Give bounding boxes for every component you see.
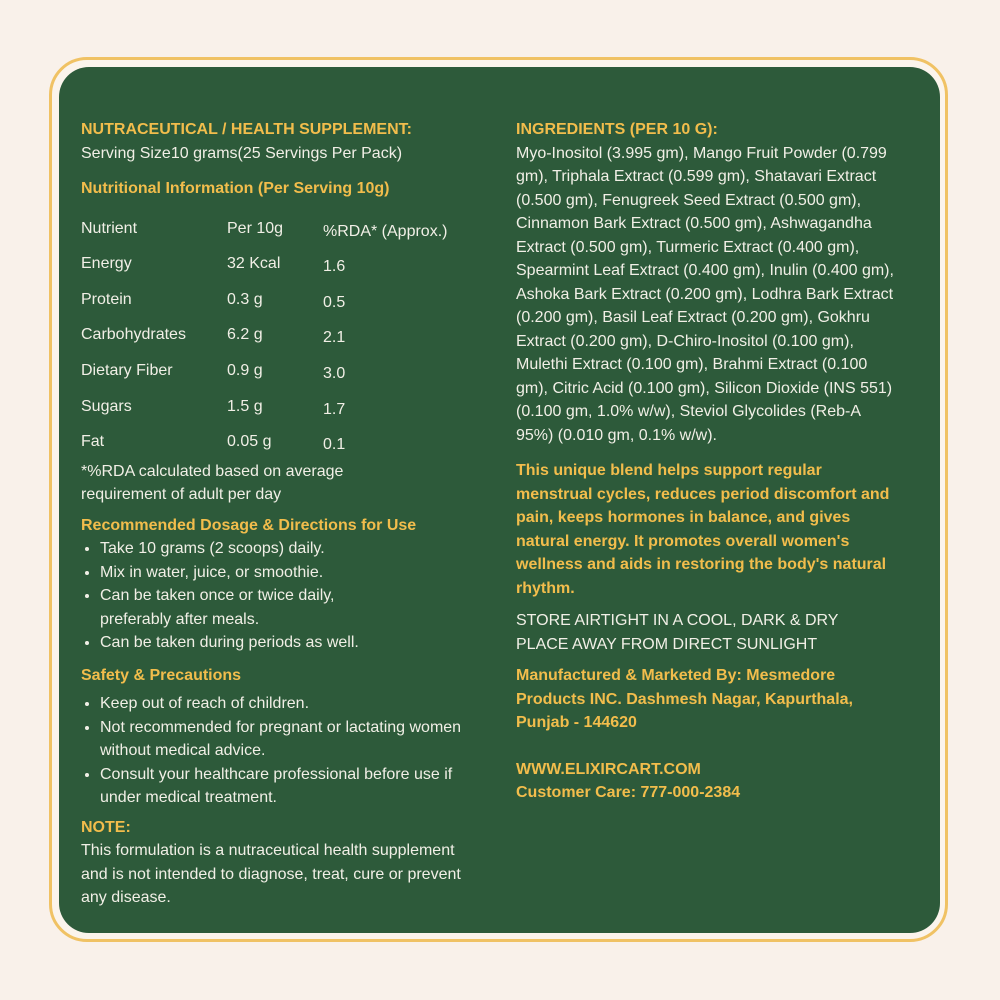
list-item: • Can be taken once or twice daily, preferably after meals. (100, 584, 410, 631)
table-cell: 2.1 (323, 329, 346, 347)
table-row (81, 388, 447, 424)
table-header: Per 10g (227, 219, 284, 237)
table-cell: 0.05 g (227, 433, 272, 451)
table-header-row (81, 211, 447, 247)
table-cell: Protein (81, 290, 132, 308)
table-cell: 3.0 (323, 364, 346, 382)
customer-care: Customer Care: 777-000-2384 (516, 784, 741, 801)
dosage-list (81, 537, 410, 655)
list-item: • Take 10 grams (2 scoops) daily. (100, 537, 410, 561)
table-row (81, 317, 447, 353)
table-cell: 0.3 g (227, 290, 263, 308)
rda-note: *%RDA calculated based on average requirement of adult per day (81, 462, 344, 504)
list-item: • Not recommended for pregnant or lactating women without medical advice. (100, 716, 490, 763)
table-row (81, 353, 447, 389)
blend-description: This unique blend helps support regular menstrual cycles, reduces period discomfort and pain, keeps hormones in balance, and gives natural energy. It promotes overall women's wellness and aids in restoring the body's natural rhythm. (516, 462, 890, 597)
manufacturer-info: Manufactured & Marketed By: Mesmedore Products INC. Dashmesh Nagar, Kapurthala, Punjab - 144620 (516, 667, 853, 731)
right-column (516, 118, 901, 805)
supplement-heading: NUTRACEUTICAL / HEALTH SUPPLEMENT: (81, 121, 412, 138)
table-cell: Dietary Fiber (81, 361, 173, 379)
table-cell: 0.1 (323, 436, 346, 454)
website-link[interactable]: WWW.ELIXIRCART.COM (516, 760, 701, 778)
table-cell: Carbohydrates (81, 326, 186, 344)
table-row (81, 246, 447, 282)
table-cell: Sugars (81, 397, 132, 415)
list-item: • Keep out of reach of children. (100, 692, 490, 716)
ingredients-text: Myo-Inositol (3.995 gm), Mango Fruit Powder (0.799 gm), Triphala Extract (0.599 gm), Shatavari Extract (0.500 gm), Fenugreek Seed Extract (0.500 gm), Cinnamon Bark Extract (0.500 gm), Ashwagandha Extract (0.500 gm), Turmeric Extract (0.400 gm), Spearmint Leaf Extract (0.400 gm), Inulin (0.400 gm), Ashoka Bark Extract (0.200 gm), Lodhra Bark Extract (0.200 gm), Basil Leaf Extract (0.200 gm), Gokhru Extract (0.200 gm), D-Chiro-Inositol (0.100 gm), Mulethi Extract (0.100 gm), Brahmi Extract (0.100 gm), Citric Acid (0.100 gm), Silicon Dioxide (INS 551) (0.100 gm, 1.0% w/w), Steviol Glycolides (Reb-A 95%) (0.010 gm, 0.1% w/w). (516, 144, 894, 444)
ingredients-heading: INGREDIENTS (PER 10 G): (516, 121, 718, 138)
list-item: • Can be taken during periods as well. (100, 631, 410, 655)
safety-heading: Safety & Precautions (81, 666, 242, 684)
table-row (81, 282, 447, 318)
table-cell: 1.5 g (227, 397, 263, 415)
note-text: This formulation is a nutraceutical health supplement and is not intended to diagnose, treat, cure or prevent any disease. (81, 842, 461, 907)
table-cell: 1.6 (323, 258, 346, 276)
nutrition-table (81, 211, 447, 460)
dosage-heading: Recommended Dosage & Directions for Use (81, 516, 417, 534)
table-header: Nutrient (81, 219, 138, 237)
table-cell: 6.2 g (227, 326, 263, 344)
table-cell: Fat (81, 433, 105, 451)
table-cell: Energy (81, 255, 132, 273)
serving-size: Serving Size10 grams(25 Servings Per Pack) (81, 144, 403, 162)
storage-instructions: STORE AIRTIGHT IN A COOL, DARK & DRY PLACE AWAY FROM DIRECT SUNLIGHT (516, 612, 839, 653)
note-heading: NOTE: (81, 818, 131, 836)
list-item: • Mix in water, juice, or smoothie. (100, 561, 410, 585)
table-cell: 0.5 (323, 293, 346, 311)
list-item: • Consult your healthcare professional before use if under medical treatment. (100, 763, 490, 810)
table-header: %RDA* (Approx.) (323, 222, 448, 240)
table-cell: 32 Kcal (227, 255, 281, 273)
table-cell: 0.9 g (227, 361, 263, 379)
table-row (81, 424, 447, 460)
safety-list (81, 692, 490, 810)
table-cell: 1.7 (323, 400, 346, 418)
left-column (81, 118, 481, 910)
nutrition-heading: Nutritional Information (Per Serving 10g) (81, 180, 390, 197)
